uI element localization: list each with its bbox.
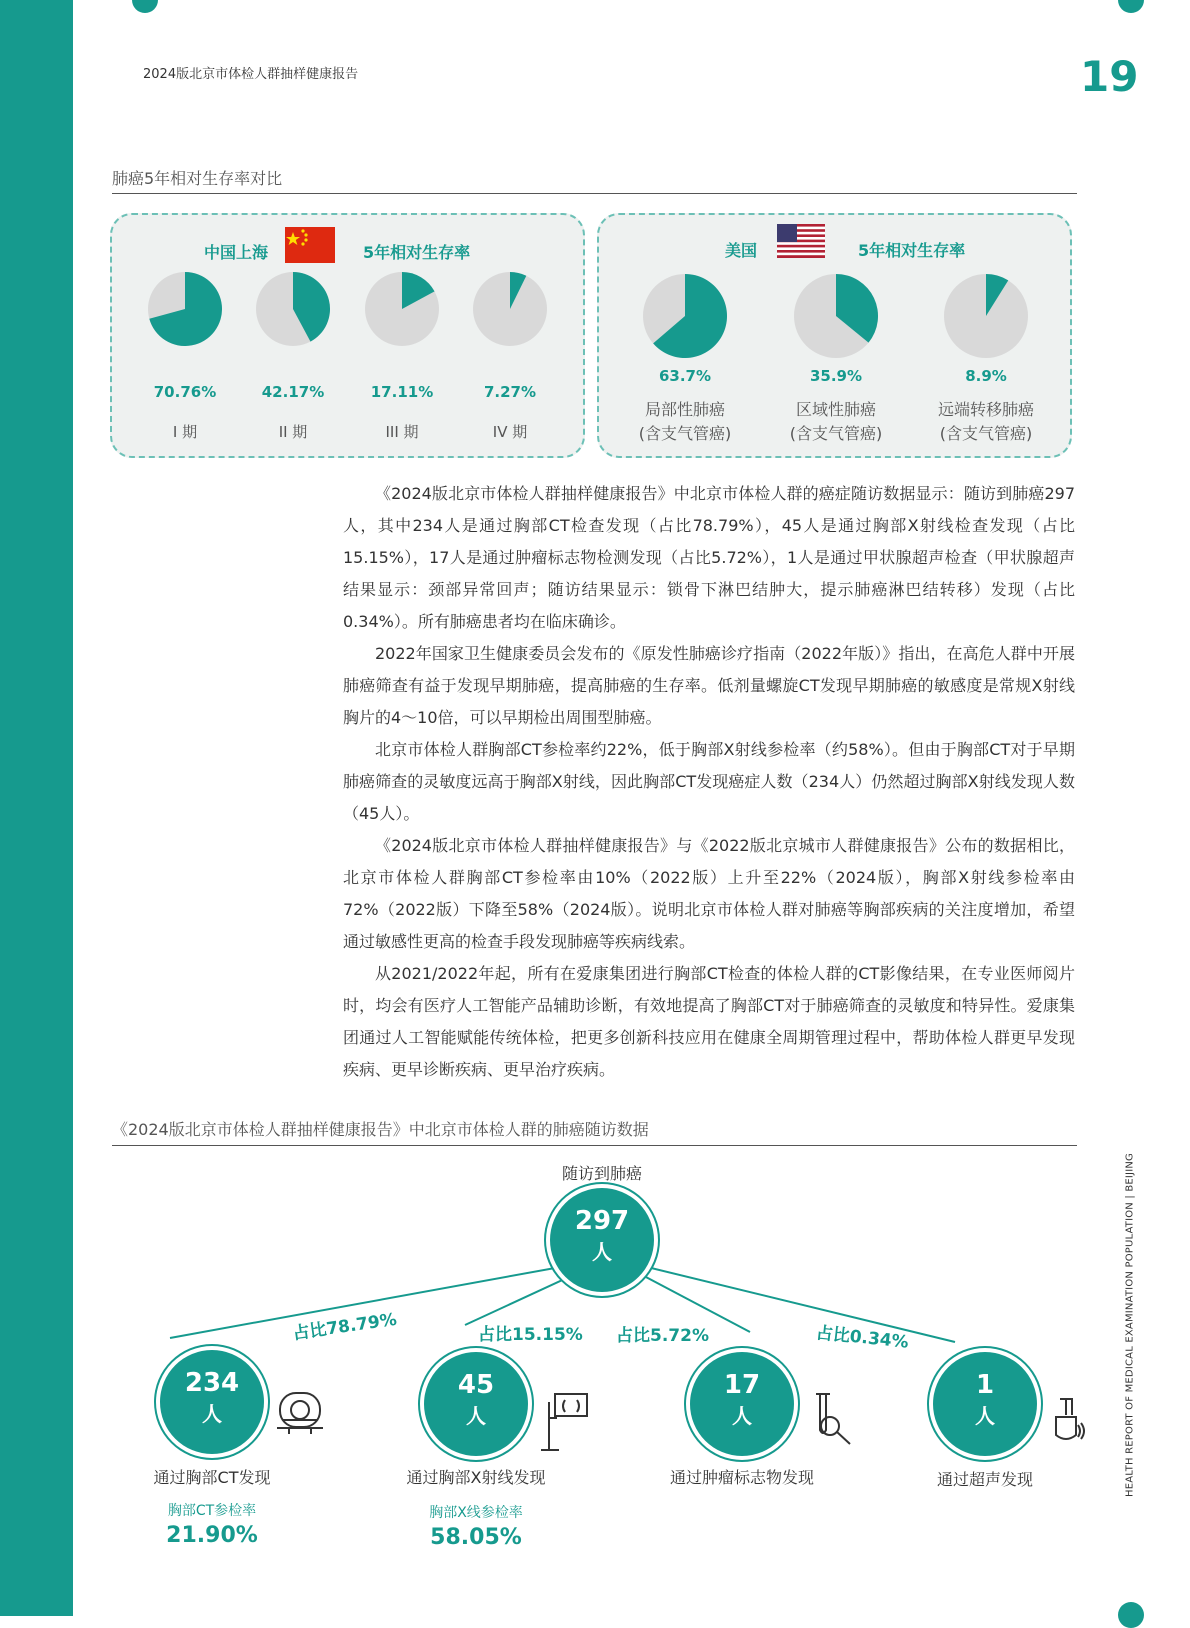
china-stage-2-pct: 42.17%: [261, 383, 325, 401]
xray-rate-value: 58.05%: [430, 1525, 522, 1550]
usa-regional-label: 区域性肺癌 (含支气管癌): [789, 400, 883, 443]
side-caption-text: HEALTH REPORT OF MEDICAL EXAMINATION POPULATION | BEIJING: [1124, 1153, 1136, 1497]
decorative-dot: [1118, 1602, 1144, 1628]
pie-china-stage-1: [148, 272, 222, 346]
china-stage-1-pct: 70.76%: [153, 383, 217, 401]
tumor-marker-label: 通过肿瘤标志物发现: [669, 1468, 814, 1487]
tumor-marker-unit: 人: [732, 1404, 752, 1428]
usa-distant-pct: 8.9%: [965, 367, 1007, 385]
china-stage-1-label: I 期: [172, 423, 198, 441]
usa-regional-pct: 35.9%: [809, 367, 863, 385]
china-stage-3-label: III 期: [385, 423, 419, 441]
root-node: [550, 1188, 654, 1292]
followup-section-title: 《2024版北京市体检人群抽样健康报告》中北京市体检人群的肺癌随访数据: [112, 1120, 649, 1139]
decorative-dot: [1118, 0, 1144, 13]
branch-xray-pct: 占比15.15%: [478, 1325, 583, 1345]
report-title: 2024版北京市体检人群抽样健康报告: [143, 67, 359, 82]
pie-china-stage-4: [473, 272, 547, 346]
china-stage-2-label: II 期: [278, 423, 308, 441]
left-sidebar-band: [0, 0, 73, 1616]
china-subtitle: 5年相对生存率: [363, 243, 471, 262]
ultrasound-label: 通过超声发现: [936, 1470, 1033, 1489]
tumor-marker-node: [690, 1352, 794, 1456]
ultrasound-number: 1: [975, 1370, 995, 1400]
ct-number: 234: [184, 1368, 240, 1398]
xray-unit: 人: [466, 1404, 486, 1428]
root-number: 297: [574, 1206, 630, 1236]
paragraph: 从2021/2022年起，所有在爱康集团进行胸部CT检查的体检人群的CT影像结果，在专业医师阅片时，均会有医疗人工智能产品辅助诊断，有效地提高了胸部CT对于肺癌筛查的灵敏度和特异性。爱康集团通过人工智能赋能传统体检，把更多创新科技应用在健康全周期管理过程中，帮助体检人群更早发现疾病、更早诊断疾病、更早治疗疾病。: [343, 964, 1075, 1079]
ct-scanner-icon: [275, 1390, 325, 1436]
section-divider: [112, 193, 1077, 194]
decorative-dot: [132, 0, 158, 13]
xray-number: 45: [457, 1370, 495, 1400]
side-caption: [1120, 1140, 1140, 1510]
pie-usa-local: [643, 274, 727, 358]
test-tube-magnifier-icon: [806, 1390, 856, 1448]
xray-machine-icon: [535, 1392, 591, 1454]
branch-tumor-marker-pct: 占比5.72%: [616, 1326, 709, 1346]
ultrasound-probe-icon: [1050, 1395, 1086, 1447]
ultrasound-node: [933, 1352, 1037, 1456]
xray-rate-label: 胸部X线参检率: [429, 1505, 523, 1521]
branch-ct-pct: 占比78.79%: [291, 1309, 399, 1345]
xray-node: [424, 1352, 528, 1456]
xray-label: 通过胸部X射线发现: [406, 1468, 546, 1487]
ct-label: 通过胸部CT发现: [153, 1468, 271, 1487]
root-caption: 随访到肺癌: [561, 1164, 642, 1183]
usa-country-label: 美国: [725, 241, 758, 260]
tumor-marker-number: 17: [723, 1370, 761, 1400]
ct-unit: 人: [202, 1402, 222, 1426]
body-text: [343, 478, 1075, 1086]
ct-rate-label: 胸部CT参检率: [167, 1503, 257, 1519]
china-flag-icon: [285, 227, 335, 263]
china-country-label: 中国上海: [204, 243, 269, 262]
branch-ultrasound-pct: 占比0.34%: [814, 1323, 910, 1353]
survival-section-title: 肺癌5年相对生存率对比: [112, 169, 283, 188]
pie-usa-distant: [944, 274, 1028, 358]
china-stage-4-pct: 7.27%: [483, 383, 537, 401]
usa-flag-icon: [777, 224, 825, 258]
usa-local-pct: 63.7%: [658, 367, 712, 385]
paragraph: 北京市体检人群胸部CT参检率约22%，低于胸部X射线参检率（约58%）。但由于胸部CT对于早期肺癌筛查的灵敏度远高于胸部X射线，因此胸部CT发现癌症人数（234人）仍然超过胸部X射线发现人数（45人）。: [343, 740, 1075, 823]
paragraph: 2022年国家卫生健康委员会发布的《原发性肺癌诊疗指南（2022年版）》指出，在高危人群中开展肺癌筛查有益于发现早期肺癌，提高肺癌的生存率。低剂量螺旋CT发现早期肺癌的敏感度是常规X射线胸片的4～10倍，可以早期检出周围型肺癌。: [343, 644, 1075, 727]
china-stage-4-label: IV 期: [492, 423, 528, 441]
ultrasound-unit: 人: [975, 1404, 995, 1428]
ct-rate-value: 21.90%: [166, 1523, 258, 1548]
section-divider: [112, 1145, 1077, 1146]
ct-node: [160, 1350, 264, 1454]
paragraph: 《2024版北京市体检人群抽样健康报告》与《2022版北京城市人群健康报告》公布的数据相比，北京市体检人群胸部CT参检率由10%（2022版）上升至22%（2024版），胸部X射线参检率由72%（2022版）下降至58%（2024版）。说明北京市体检人群对肺癌等胸部疾病的关注度增加，希望通过敏感性更高的检查手段发现肺癌等疾病线索。: [343, 836, 1075, 951]
pie-usa-regional: [794, 274, 878, 358]
pie-china-stage-2: [256, 272, 330, 346]
china-stage-3-pct: 17.11%: [370, 383, 434, 401]
paragraph: 《2024版北京市体检人群抽样健康报告》中北京市体检人群的癌症随访数据显示：随访到肺癌297人，其中234人是通过胸部CT检查发现（占比78.79%），45人是通过胸部X射线检查发现（占比15.15%），17人是通过肿瘤标志物检测发现（占比5.72%），1人是通过甲状腺超声检查（甲状腺超声结果显示：颈部异常回声；随访结果显示：锁骨下淋巴结肿大，提示肺癌淋巴结转移）发现（占比0.34%）。所有肺癌患者均在临床确诊。: [343, 484, 1075, 631]
page-number: 19: [1080, 52, 1139, 101]
root-unit: 人: [592, 1240, 612, 1264]
usa-subtitle: 5年相对生存率: [858, 241, 966, 260]
pie-china-stage-3: [365, 272, 439, 346]
usa-distant-label: 远端转移肺癌 (含支气管癌): [937, 400, 1034, 443]
usa-local-label: 局部性肺癌 (含支气管癌): [638, 400, 732, 443]
